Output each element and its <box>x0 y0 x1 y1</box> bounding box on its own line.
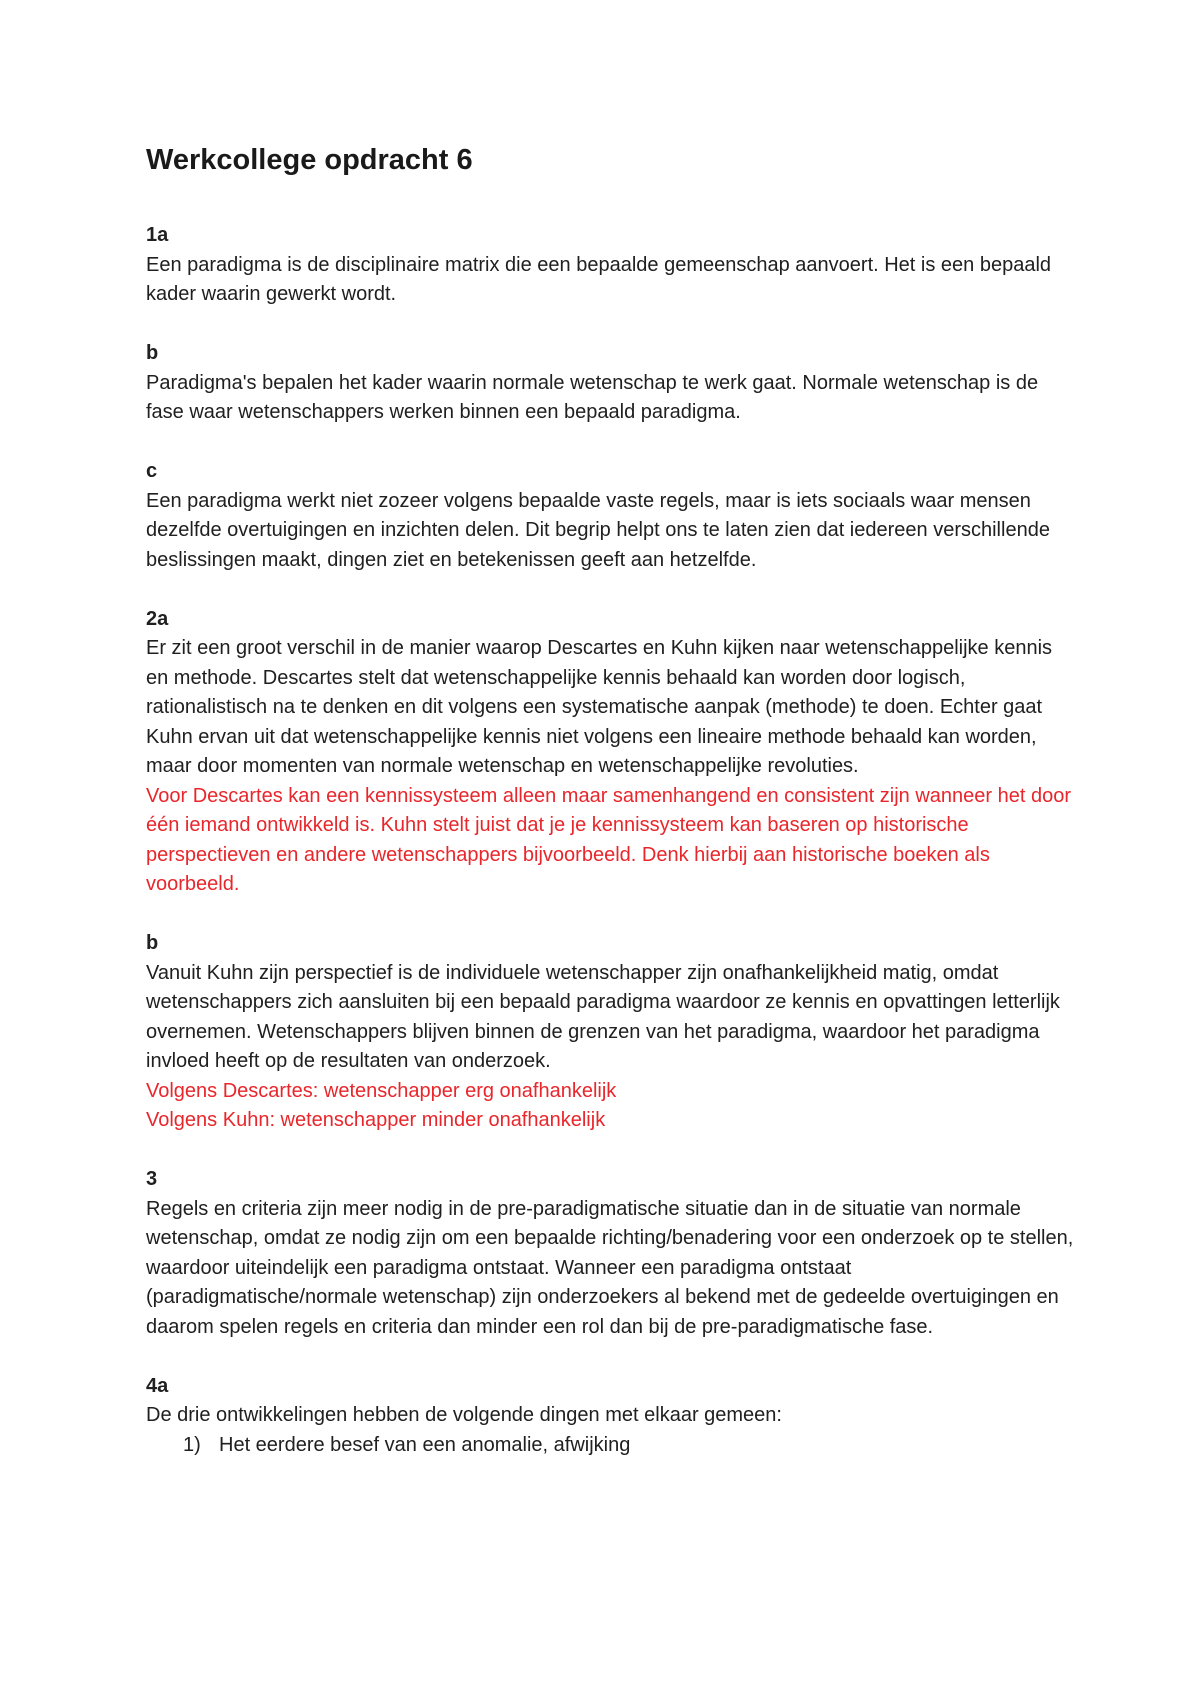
list-item-text: Het eerdere besef van een anomalie, afwijking <box>219 1433 631 1456</box>
feedback-text: Voor Descartes kan een kennissysteem alleen maar samenhangend en consistent zijn wanneer het door één iemand ontwikkeld is. Kuhn stelt juist dat je je kennissysteem kan baseren op historische perspectieven en andere wetenschappers bijvoorbeeld. Denk hierbij aan historische boeken als voorbeeld. <box>146 784 1071 895</box>
section-text: De drie ontwikkelingen hebben de volgende dingen met elkaar gemeen: <box>146 1404 782 1426</box>
section-1b <box>146 339 1076 428</box>
section-label: c <box>146 460 158 482</box>
section-label: b <box>146 932 159 954</box>
section-text: Regels en criteria zijn meer nodig in de pre-paradigmatische situatie dan in de situatie van normale wetenschap, omdat ze nodig zijn om een bepaalde richting/benadering voor een onderzoek op te stellen, waardoor uiteindelijk een paradigma ontstaat. Wanneer een paradigma ontstaat (paradigmatische/normale wetenschap) zijn onderzoekers al bekend met de gedeelde overtuigingen en daarom spelen regels en criteria dan minder een rol dan bij de pre-paradigmatische fase. <box>146 1197 1074 1338</box>
feedback-line: Volgens Descartes: wetenschapper erg onafhankelijk <box>146 1079 617 1102</box>
section-text: Er zit een groot verschil in de manier waarop Descartes en Kuhn kijken naar wetenschappelijke kennis en methode. Descartes stelt dat wetenschappelijke kennis behaald kan worden door logisch, rationalistisch na te denken en dit volgens een systematische aanpak (methode) te doen. Echter gaat Kuhn ervan uit dat wetenschappelijke kennis niet volgens een lineaire methode behaald kan worden, maar door momenten van normale wetenschap en wetenschappelijke revoluties. <box>146 637 1053 777</box>
section-3 <box>146 1165 1076 1342</box>
section-label: b <box>146 342 159 364</box>
section-4a <box>146 1372 1076 1461</box>
section-label: 1a <box>146 224 169 246</box>
section-2b <box>146 929 1076 1136</box>
section-1c <box>146 457 1076 575</box>
section-text: Paradigma's bepalen het kader waarin normale wetenschap te werk gaat. Normale wetenschap is de fase waar wetenschappers werken binnen een bepaald paradigma. <box>146 371 1039 423</box>
section-text: Vanuit Kuhn zijn perspectief is de individuele wetenschapper zijn onafhankelijkheid matig, omdat wetenschappers zich aansluiten bij een bepaald paradigma waardoor ze kennis en opvattingen letterlijk overnemen. Wetenschappers blijven binnen de grenzen van het paradigma, waardoor het paradigma invloed heeft op de resultaten van onderzoek. <box>146 961 1060 1072</box>
list-item-number: 1) <box>183 1433 201 1456</box>
document-page <box>146 140 1076 1460</box>
feedback-line: Volgens Kuhn: wetenschapper minder onafhankelijk <box>146 1109 606 1131</box>
document-title: Werkcollege opdracht 6 <box>146 144 473 176</box>
section-2a <box>146 605 1076 900</box>
section-label: 4a <box>146 1374 169 1397</box>
section-text: Een paradigma is de disciplinaire matrix die een bepaalde gemeenschap aanvoert. Het is een bepaald kader waarin gewerkt wordt. <box>146 253 1052 305</box>
section-1a <box>146 221 1076 310</box>
section-label: 2a <box>146 607 169 630</box>
section-text: Een paradigma werkt niet zozeer volgens bepaalde vaste regels, maar is iets sociaals waar mensen dezelfde overtuigingen en inzichten delen. Dit begrip helpt ons te laten zien dat iedereen verschillende beslissingen maakt, dingen ziet en betekenissen geeft aan hetzelfde. <box>146 489 1050 571</box>
list-item <box>146 1431 1076 1461</box>
numbered-list <box>146 1431 1076 1461</box>
section-label: 3 <box>146 1168 158 1190</box>
